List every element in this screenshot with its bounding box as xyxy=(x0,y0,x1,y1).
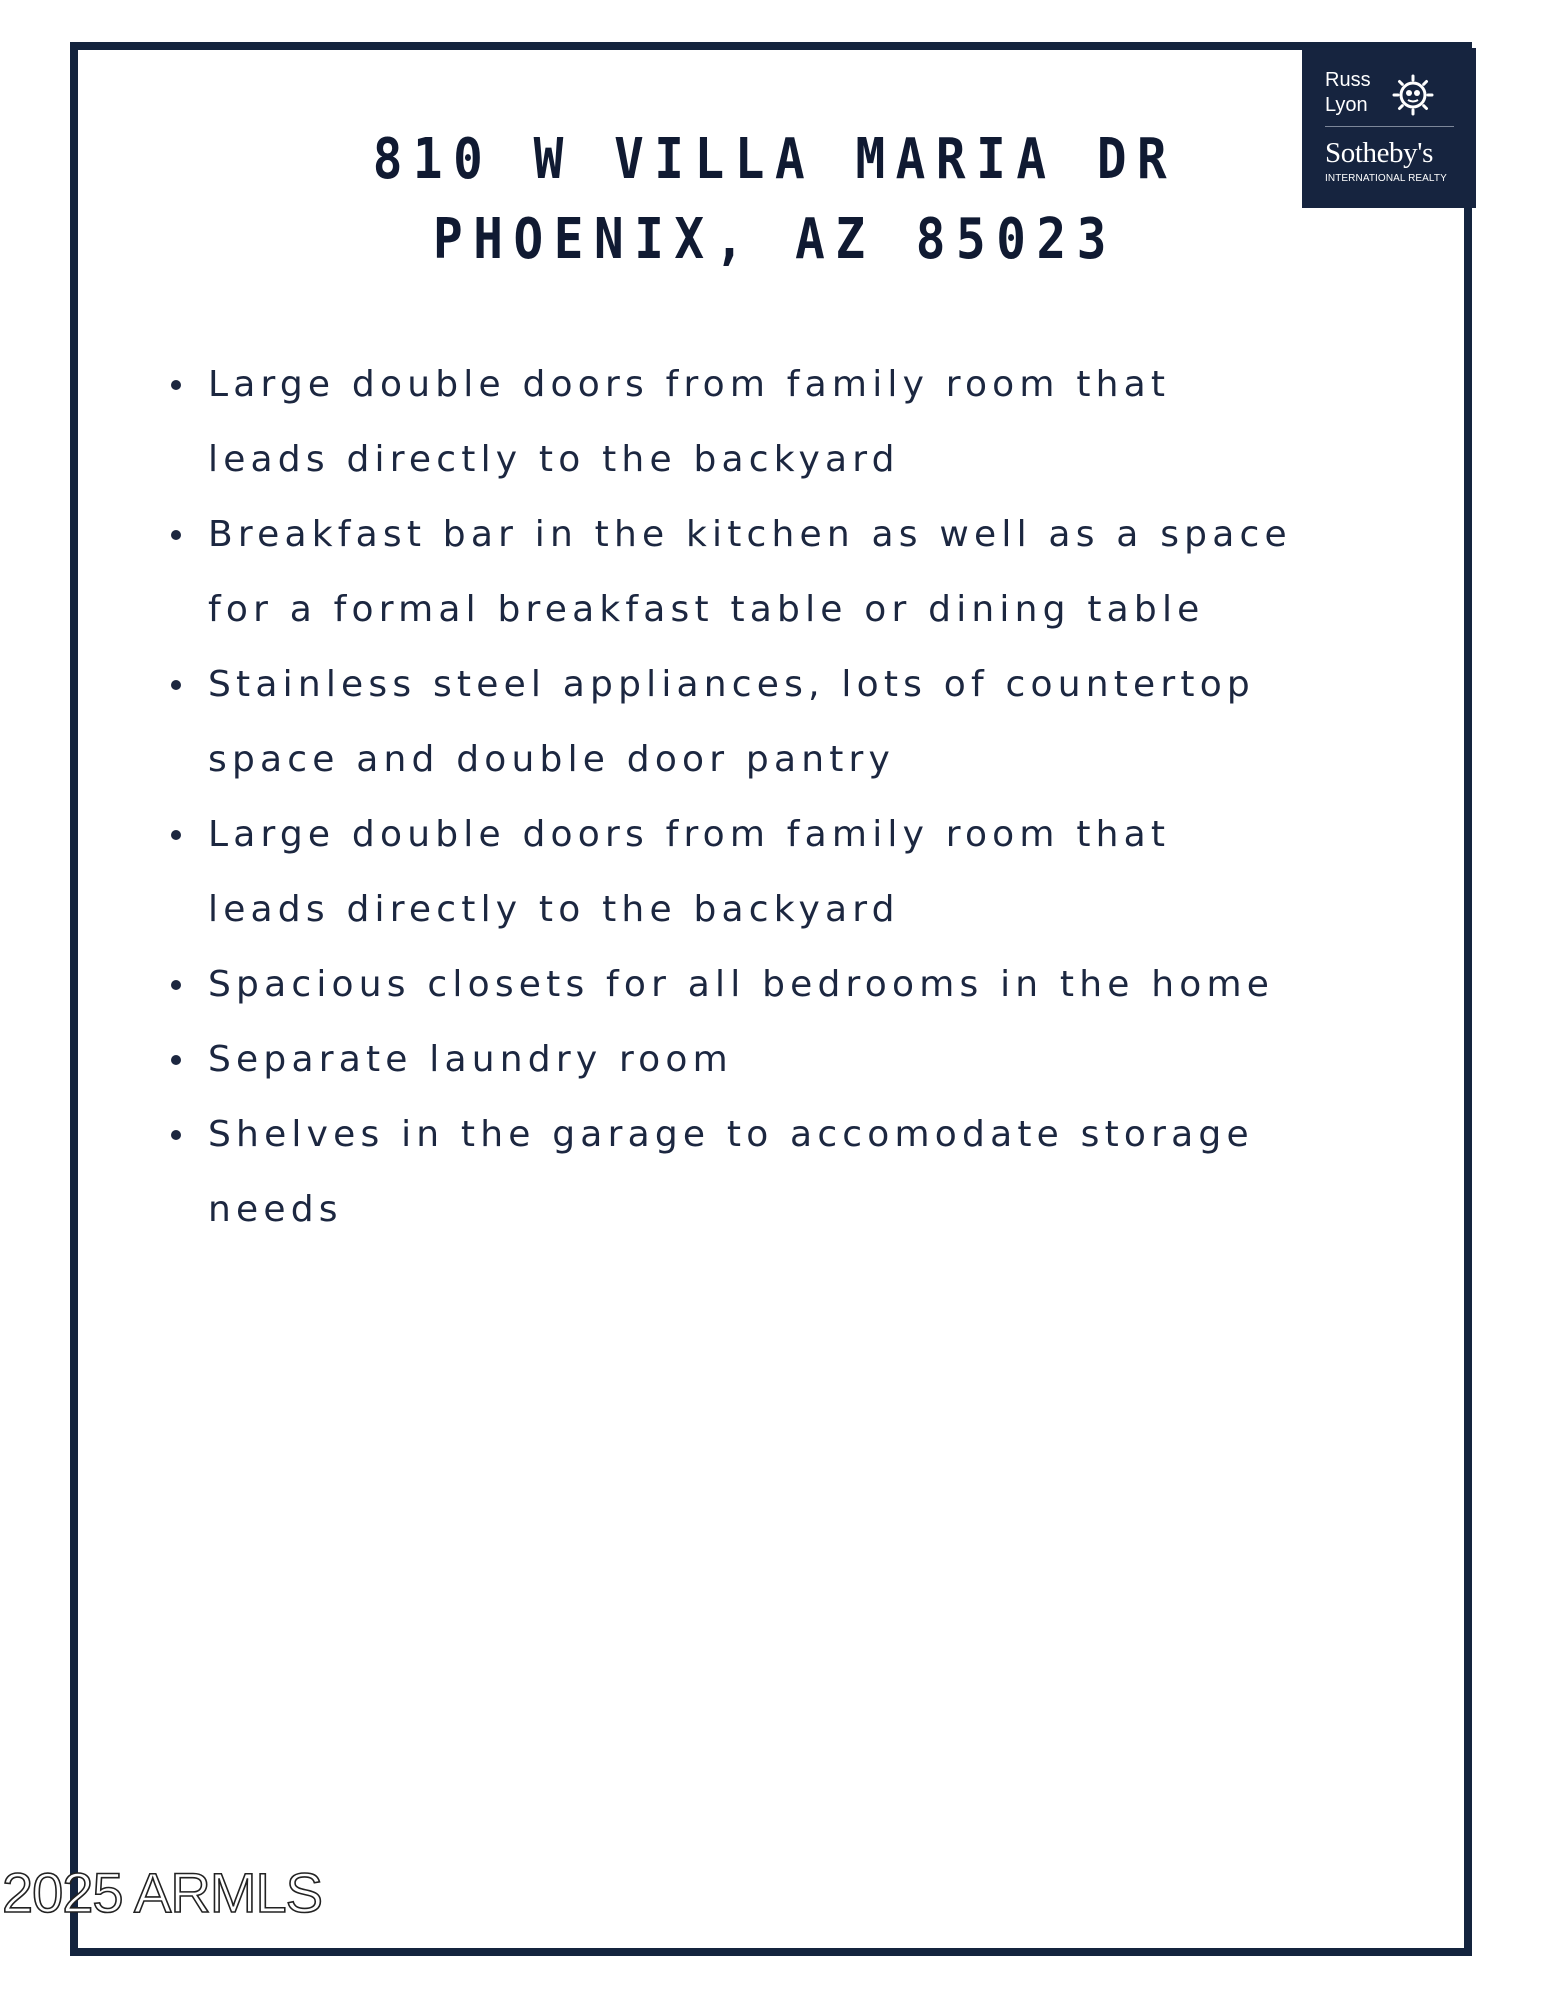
copyright-watermark: 2025 ARMLS xyxy=(2,1861,322,1924)
feature-item: Large double doors from family room that leads directly to the backyard xyxy=(160,347,1420,497)
feature-item: Large double doors from family room that leads directly to the backyard xyxy=(160,797,1420,947)
logo-subtitle: INTERNATIONAL REALTY xyxy=(1325,173,1447,184)
brokerage-logo xyxy=(1302,48,1476,208)
feature-item: Breakfast bar in the kitchen as well as a space for a formal breakfast table or dining table xyxy=(160,497,1420,647)
logo-brand-name: Sotheby's xyxy=(1325,137,1433,169)
feature-item: Shelves in the garage to accomodate storage needs xyxy=(160,1097,1420,1247)
feature-item: Spacious closets for all bedrooms in the home xyxy=(160,947,1420,1022)
logo-line-lyon: Lyon xyxy=(1325,94,1368,116)
address-line-2: PHOENIX, AZ 85023 xyxy=(433,207,1117,272)
sun-emblem-icon xyxy=(1392,74,1434,116)
feature-item: Stainless steel appliances, lots of countertop space and double door pantry xyxy=(160,647,1420,797)
feature-item: Separate laundry room xyxy=(160,1022,1420,1097)
logo-divider xyxy=(1325,126,1454,127)
logo-line-russ: Russ xyxy=(1325,69,1371,91)
address-line-1: 810 W VILLA MARIA DR xyxy=(372,127,1178,192)
feature-list xyxy=(160,347,1420,1247)
logo-wordmark xyxy=(1325,68,1371,118)
